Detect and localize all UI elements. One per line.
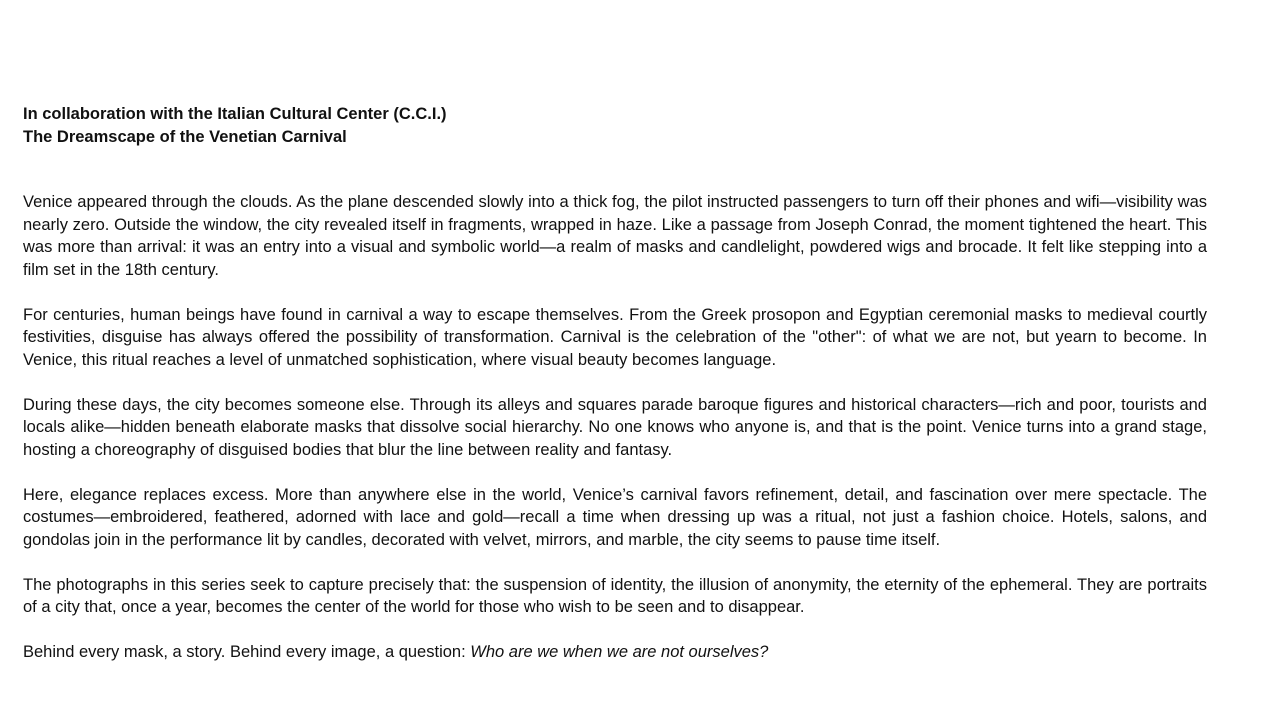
paragraph-city-transformation: During these days, the city becomes someone else. Through its alleys and squares parade baroque figures and historical characters—rich and poor, tourists and locals alike—hidden beneath elaborate masks that dissolve social hierarchy. No one knows who anyone is, and that is the point. Venice turns into a grand stage, hosting a choreography of disguised bodies that blur the line between reality and fantasy. [23,395,1207,459]
document-header [23,103,1207,148]
document-title: The Dreamscape of the Venetian Carnival [23,127,347,146]
paragraph-photographs: The photographs in this series seek to capture precisely that: the suspension of identity, the illusion of anonymity, the eternity of the ephemeral. They are portraits of a city that, once a year, becomes the center of the world for those who wish to be seen and to disappear. [23,575,1207,616]
paragraph-arrival: Venice appeared through the clouds. As the plane descended slowly into a thick fog, the pilot instructed passengers to turn off their phones and wifi—visibility was nearly zero. Outside the window, the city revealed itself in fragments, wrapped in haze. Like a passage from Joseph Conrad, the moment tightened the heart. This was more than arrival: it was an entry into a visual and symbolic world—a realm of masks and candlelight, powdered wigs and brocade. It felt like stepping into a film set in the 18th century. [23,193,1207,279]
collaboration-line: In collaboration with the Italian Cultural Center (C.C.I.) [23,105,447,123]
document-body [23,191,1207,664]
paragraph-history: For centuries, human beings have found in carnival a way to escape themselves. From the Greek prosopon and Egyptian ceremonial masks to medieval courtly festivities, disguise has always offered the possibility of transformation. Carnival is the celebration of the "other": of what we are not, but yearn to become. In Venice, this ritual reaches a level of unmatched sophistication, where visual beauty becomes language. [23,305,1207,369]
closing-paragraph [23,641,1207,664]
closing-question: Who are we when we are not ourselves? [470,643,769,661]
paragraph-elegance: Here, elegance replaces excess. More than anywhere else in the world, Venice’s carnival favors refinement, detail, and fascination over mere spectacle. The costumes—embroidered, feathered, adorned with lace and gold—recall a time when dressing up was a ritual, not just a fashion choice. Hotels, salons, and gondolas join in the performance lit by candles, decorated with velvet, mirrors, and marble, the city seems to pause time itself. [23,485,1207,549]
closing-lead-text: Behind every mask, a story. Behind every image, a question: [23,643,471,661]
